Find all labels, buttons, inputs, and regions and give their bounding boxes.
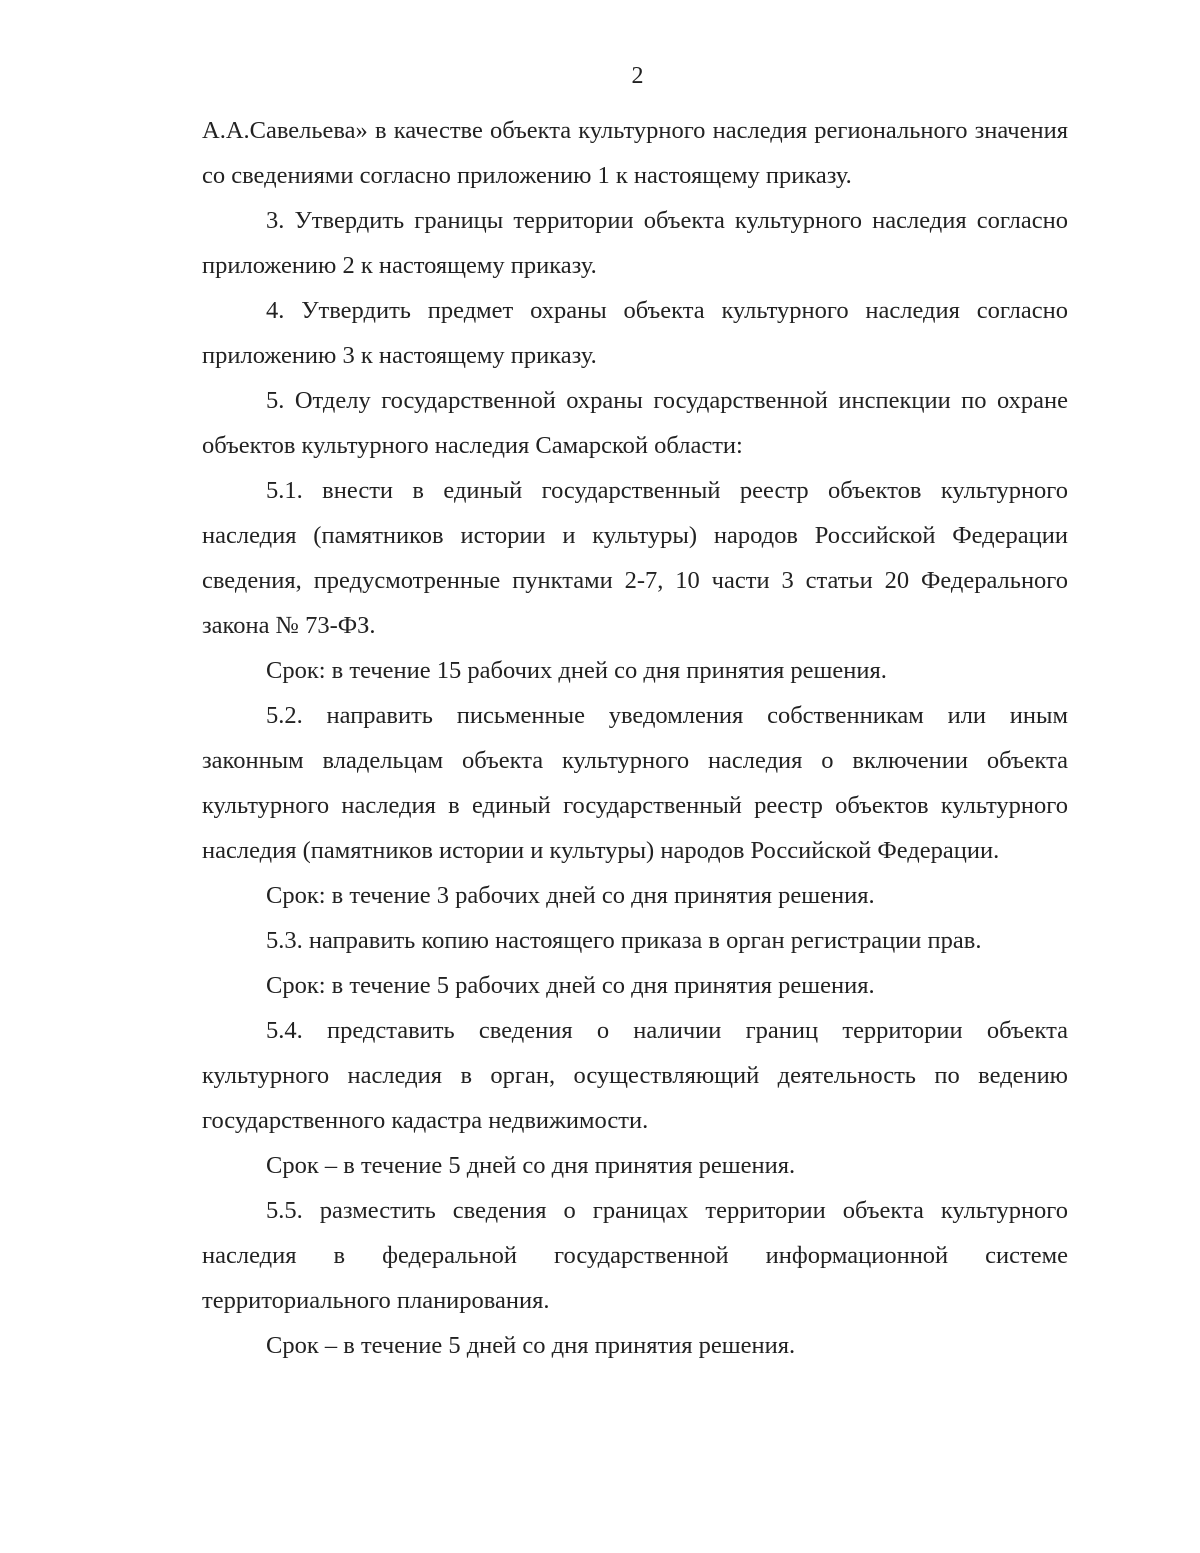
paragraph-continuation: А.А.Савельева» в качестве объекта культурного наследия регионального значения со сведениями согласно приложению 1 к настоящему приказу. [202,117,1068,189]
paragraph-item-5-5: 5.5. разместить сведения о границах территории объекта культурного наследия в федеральной государственной информационной системе территориального планирования. [202,1197,1068,1314]
paragraph-item-5: 5. Отделу государственной охраны государственной инспекции по охране объектов культурного наследия Самарской области: [202,387,1068,459]
deadline-item-5-4: Срок – в течение 5 дней со дня принятия решения. [266,1152,796,1179]
paragraph-item-5-3: 5.3. направить копию настоящего приказа в орган регистрации прав. [266,927,982,954]
paragraph-item-5-2: 5.2. направить письменные уведомления собственникам или иным законным владельцам объекта культурного наследия о включении объекта культурного наследия в единый государственный реестр объектов культурного наследия (памятников истории и культуры) народов Российской Федерации. [202,702,1068,864]
paragraph-item-5-1: 5.1. внести в единый государственный реестр объектов культурного наследия (памятников истории и культуры) народов Российской Федерации сведения, предусмотренные пунктами 2-7, 10 части 3 статьи 20 Федерального закона № 73-ФЗ. [202,477,1068,639]
deadline-item-5-1: Срок: в течение 15 рабочих дней со дня принятия решения. [266,657,887,684]
paragraph-item-3: 3. Утвердить границы территории объекта культурного наследия согласно приложению 2 к настоящему приказу. [202,207,1068,279]
deadline-item-5-5: Срок – в течение 5 дней со дня принятия решения. [266,1332,796,1359]
deadline-item-5-3: Срок: в течение 5 рабочих дней со дня принятия решения. [266,972,875,999]
document-body [202,108,1068,1368]
deadline-item-5-2: Срок: в течение 3 рабочих дней со дня принятия решения. [266,882,875,909]
page-number: 2 [631,63,644,89]
paragraph-item-5-4: 5.4. представить сведения о наличии границ территории объекта культурного наследия в орган, осуществляющий деятельность по ведению государственного кадастра недвижимости. [202,1017,1068,1134]
paragraph-item-4: 4. Утвердить предмет охраны объекта культурного наследия согласно приложению 3 к настоящему приказу. [202,297,1068,369]
